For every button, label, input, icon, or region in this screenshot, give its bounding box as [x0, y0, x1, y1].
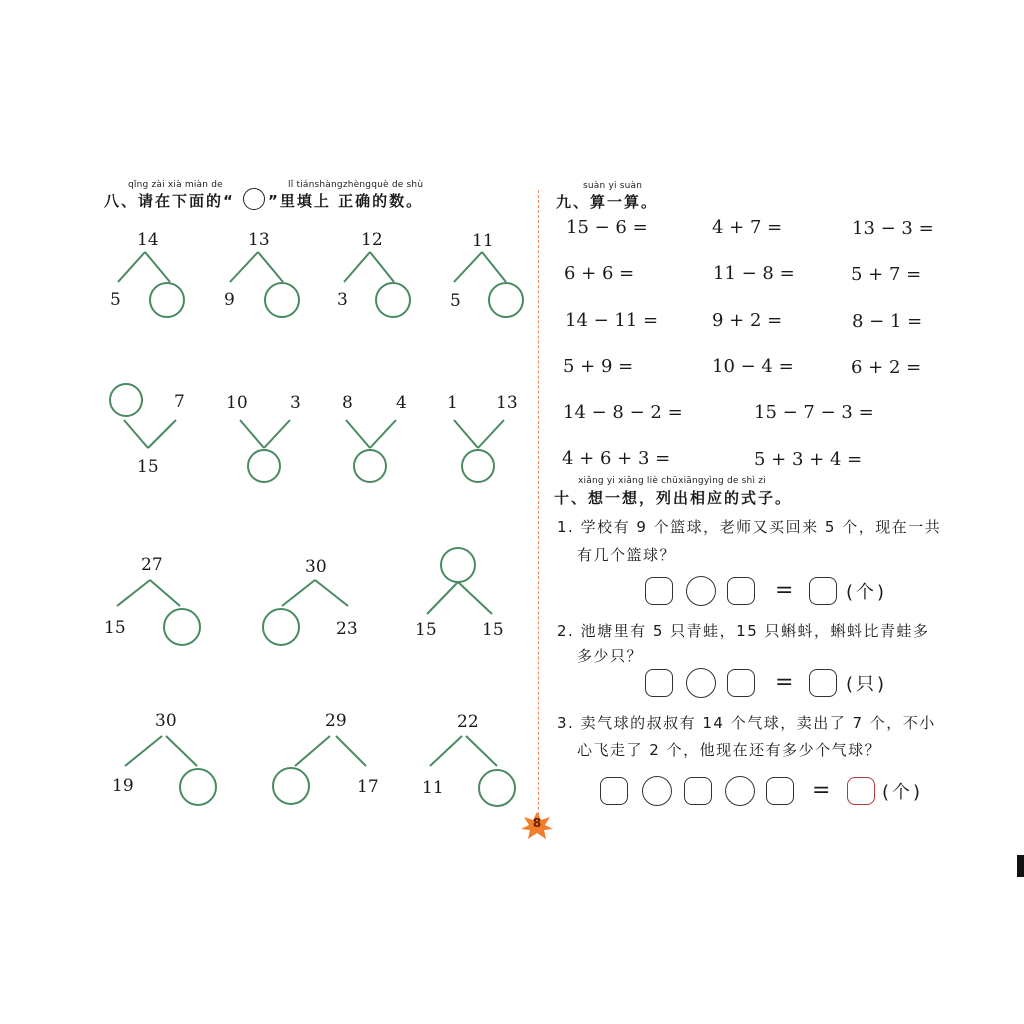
bond-branch-line — [478, 420, 504, 448]
r3-b2-top: 30 — [305, 557, 327, 577]
answer-circle-8[interactable] — [462, 450, 494, 482]
calc-r5-c2: 15 − 7 − 3 = — [754, 402, 874, 423]
problem2-line1: 2. 池塘里有 5 只青蛙，15 只蝌蚪，蝌蚪比青蛙多 — [557, 622, 930, 640]
answer-circle-4[interactable] — [489, 283, 523, 317]
section8-title-part1: 八、请在下面的“ — [104, 192, 235, 210]
r4-b2-right: 17 — [357, 777, 379, 797]
p3-number-box-2[interactable] — [684, 777, 712, 805]
r1-b1-top: 14 — [137, 230, 159, 250]
answer-circle-2[interactable] — [265, 283, 299, 317]
bond-branch-line — [454, 420, 478, 448]
calc-r5-c1: 14 − 8 − 2 = — [563, 402, 683, 423]
p1-number-box-1[interactable] — [645, 577, 673, 605]
calc-r6-c1: 4 + 6 + 3 = — [562, 448, 671, 469]
bond-branch-line — [336, 736, 366, 766]
r2-b1-right: 7 — [174, 392, 185, 412]
calc-r4-c2: 10 − 4 = — [712, 356, 794, 377]
r1-b2-top: 13 — [248, 230, 270, 250]
calc-r1-c3: 13 − 3 = — [852, 218, 934, 239]
bond-branch-line — [315, 580, 348, 606]
bond-branch-line — [466, 736, 497, 766]
bond-branch-line — [150, 580, 180, 606]
r3-b3-left: 15 — [415, 620, 437, 640]
p3-unit: (个) — [882, 782, 924, 803]
calc-r4-c1: 5 + 9 = — [563, 356, 634, 377]
r4-b2-top: 29 — [325, 711, 347, 731]
calc-r3-c3: 8 − 1 = — [852, 311, 923, 332]
bond-branch-line — [240, 420, 264, 448]
answer-circle-5[interactable] — [110, 384, 142, 416]
bond-branch-line — [117, 580, 150, 606]
number-bond-diagrams — [0, 0, 540, 830]
r1-b4-top: 11 — [472, 231, 494, 251]
calc-r4-c3: 6 + 2 = — [851, 357, 922, 378]
calc-r2-c2: 11 − 8 = — [713, 263, 795, 284]
bond-branch-line — [145, 252, 170, 282]
r1-b3-top: 12 — [361, 230, 383, 250]
section8-title-part2: ”里填上 正确的数。 — [268, 192, 424, 210]
r2-b4-left: 1 — [447, 393, 458, 413]
section9-pinyin: suàn yi suàn — [583, 181, 643, 191]
section10-title: 十、想一想，列出相应的式子。 — [554, 489, 793, 507]
r1-b2-left: 9 — [224, 290, 235, 310]
section8-pinyin-a: qǐng zài xià miàn de — [128, 180, 223, 190]
p3-equals: = — [812, 778, 831, 803]
section9-title: 九、算一算。 — [556, 193, 659, 211]
bond-branch-line — [458, 582, 492, 614]
r2-b2-left: 10 — [226, 393, 248, 413]
calc-r1-c2: 4 + 7 = — [712, 217, 783, 238]
problem1-line1: 1. 学校有 9 个篮球，老师又买回来 5 个，现在一共 — [557, 518, 942, 536]
r2-b2-right: 3 — [290, 393, 301, 413]
p3-number-box-1[interactable] — [600, 777, 628, 805]
bond-branch-line — [370, 252, 394, 282]
p3-number-box-3[interactable] — [766, 777, 794, 805]
r3-b3-right: 15 — [482, 620, 504, 640]
r3-b2-right: 23 — [336, 619, 358, 639]
bond-branch-line — [482, 252, 506, 282]
r3-b1-top: 27 — [141, 555, 163, 575]
calc-r3-c2: 9 + 2 = — [712, 310, 783, 331]
r4-b1-top: 30 — [155, 711, 177, 731]
r1-b4-left: 5 — [450, 291, 461, 311]
p3-answer-box[interactable] — [847, 777, 875, 805]
bond-branch-line — [430, 736, 462, 766]
bond-branch-line — [346, 420, 370, 448]
answer-circle-10[interactable] — [263, 609, 299, 645]
bond-branch-line — [370, 420, 396, 448]
bond-branch-line — [264, 420, 290, 448]
bond-branch-line — [454, 252, 482, 282]
r2-b3-right: 4 — [396, 393, 407, 413]
page-divider — [538, 190, 539, 830]
answer-circle-1[interactable] — [150, 283, 184, 317]
answer-circle-12[interactable] — [180, 769, 216, 805]
bond-branch-line — [125, 736, 162, 766]
r3-b1-left: 15 — [104, 618, 126, 638]
scan-edge-mark — [1017, 855, 1024, 877]
bond-branch-line — [258, 252, 283, 282]
p2-number-box-1[interactable] — [645, 669, 673, 697]
p1-unit: (个) — [846, 582, 888, 603]
p1-equals: = — [775, 578, 794, 603]
bond-branch-line — [124, 420, 148, 448]
r4-b3-left: 11 — [422, 778, 444, 798]
answer-circle-9[interactable] — [164, 609, 200, 645]
bond-branch-line — [427, 582, 458, 614]
r1-b3-left: 3 — [337, 290, 348, 310]
answer-circle-3[interactable] — [376, 283, 410, 317]
p1-number-box-2[interactable] — [727, 577, 755, 605]
r2-b3-left: 8 — [342, 393, 353, 413]
bond-branch-line — [148, 420, 176, 448]
r4-b3-top: 22 — [457, 712, 479, 732]
bond-branch-line — [282, 580, 315, 606]
calc-r3-c1: 14 − 11 = — [565, 310, 659, 331]
r2-b1-bottom: 15 — [137, 457, 159, 477]
answer-circle-6[interactable] — [248, 450, 280, 482]
bond-branch-line — [118, 252, 145, 282]
p2-answer-box[interactable] — [809, 669, 837, 697]
answer-circle-7[interactable] — [354, 450, 386, 482]
p2-equals: = — [775, 670, 794, 695]
section8-pinyin-b: lǐ tiánshàngzhèngquè de shù — [288, 180, 424, 190]
p3-operator-circle-2[interactable] — [725, 776, 755, 806]
p3-operator-circle-1[interactable] — [642, 776, 672, 806]
p2-unit: (只) — [846, 674, 888, 695]
answer-circle-11[interactable] — [441, 548, 475, 582]
calc-r2-c3: 5 + 7 = — [851, 264, 922, 285]
page-number: 8 — [532, 816, 542, 830]
bond-branch-line — [295, 736, 330, 766]
r2-b4-right: 13 — [496, 393, 518, 413]
answer-circle-13[interactable] — [273, 768, 309, 804]
answer-circle-14[interactable] — [479, 770, 515, 806]
bond-branch-line — [344, 252, 370, 282]
r1-b1-left: 5 — [110, 290, 121, 310]
p2-operator-circle[interactable] — [686, 668, 716, 698]
calc-r1-c1: 15 − 6 = — [566, 217, 648, 238]
bond-branch-line — [230, 252, 258, 282]
p1-operator-circle[interactable] — [686, 576, 716, 606]
calc-r2-c1: 6 + 6 = — [564, 263, 635, 284]
problem2-line2: 多少只？ — [577, 647, 644, 665]
problem1-line2: 有几个篮球？ — [577, 546, 677, 564]
problem3-line2: 心飞走了 2 个，他现在还有多少个气球？ — [577, 741, 882, 759]
calc-r6-c2: 5 + 3 + 4 = — [754, 449, 863, 470]
section10-pinyin: xiǎng yi xiǎng liè chūxiāngyìng de shì zi — [578, 476, 766, 486]
r4-b1-left: 19 — [112, 776, 134, 796]
problem3-line1: 3. 卖气球的叔叔有 14 个气球，卖出了 7 个，不小 — [557, 714, 936, 732]
p1-answer-box[interactable] — [809, 577, 837, 605]
p2-number-box-2[interactable] — [727, 669, 755, 697]
bond-branch-line — [166, 736, 197, 766]
